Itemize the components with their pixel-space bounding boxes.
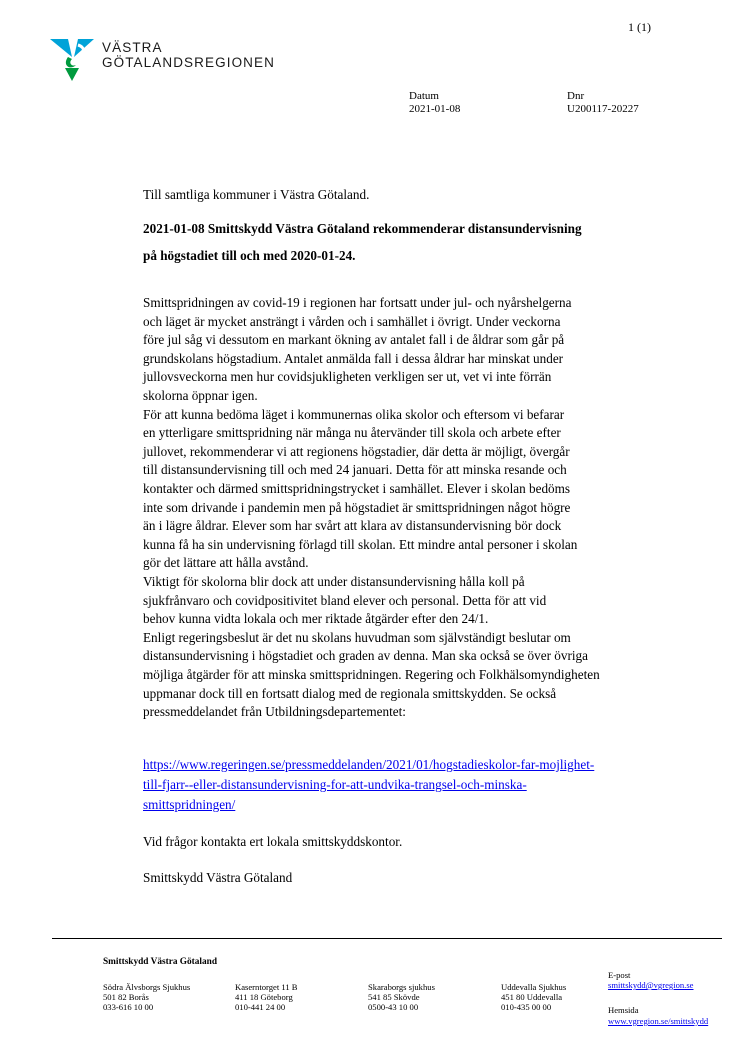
body-line: kunna få ha sin undervisning förlagd till skolan. Ett mindre antal personer i skolan <box>143 536 578 552</box>
body-line: grundskolans högstadium. Antalet anmälda fall i dessa åldrar har minskat under <box>143 350 564 366</box>
body-line: behov kunna vidta lokala och mer riktade åtgärder efter den 24/1. <box>143 611 489 627</box>
logo-name-line1: VÄSTRA <box>102 40 163 55</box>
body-line: Smittspridningen av covid-19 i regionen har fortsatt under jul- och nyårshelgerna <box>143 295 572 310</box>
office-phone: 033-616 10 00 <box>103 1002 154 1012</box>
office-phone: 0500-43 10 00 <box>368 1002 419 1012</box>
footer-office-uddevalla <box>501 982 566 1012</box>
letter-title-line-1: 2021-01-08 Smittskydd Västra Götaland rekommenderar distansundervisning <box>143 221 582 236</box>
office-address: 501 82 Borås <box>103 992 149 1002</box>
footer-office-goteborg <box>235 982 298 1012</box>
office-name: Uddevalla Sjukhus <box>501 982 567 992</box>
body-line: Enligt regeringsbeslut är det nu skolans huvudman som självständigt beslutar om <box>143 629 571 645</box>
page-number: 1 (1) <box>628 20 651 34</box>
body-line: pressmeddelandet från Utbildningsdepartementet: <box>143 704 406 720</box>
date-label: Datum <box>409 90 439 102</box>
office-name: Skaraborgs sjukhus <box>368 982 435 992</box>
body-line: gör det lättare att hålla avstånd. <box>143 555 309 571</box>
body-line: kontakter och därmed smittspridningstrycket i samhället. Elever i skolan bedöms <box>143 481 571 496</box>
body-line: jullovsveckorna men hur covidsjukligheten verkligen ser ut, vet vi inte förrän <box>143 369 552 385</box>
body-line: distansundervisning i högstadiet och graden av denna. Man ska också se över övriga <box>143 648 588 664</box>
logo-name-line2: GÖTALANDSREGIONEN <box>102 55 275 70</box>
footer-email-link[interactable]: smittskydd@vgregion.se <box>608 980 694 990</box>
signature: Smittskydd Västra Götaland <box>143 870 293 885</box>
vgr-logo-icon <box>48 35 96 83</box>
footer-web-label: Hemsida <box>608 1005 639 1015</box>
body-line: uppmanar dock till en fortsatt dialog med de regionala smittskydden. Se också <box>143 685 557 701</box>
footer-email-label: E-post <box>608 970 631 980</box>
office-phone: 010-441 24 00 <box>235 1002 286 1012</box>
body-line: jullovet, rekommenderar vi att regionens högstadier, där detta är möjligt, övergår <box>143 443 570 459</box>
body-line: Viktigt för skolorna blir dock att under distansundervisning hålla koll på <box>143 574 525 589</box>
body-line: inte som drivande i pandemin men på högstadiet är smittspridningen något högre <box>143 499 571 515</box>
body-line: en ytterligare smittspridning när många nu återvänder till skola och arbete efter <box>143 425 561 441</box>
press-release-link-line-1[interactable]: https://www.regeringen.se/pressmeddelanden/2021/01/hogstadieskolor-far-mojlighet- <box>143 757 595 772</box>
office-phone: 010-435 00 00 <box>501 1002 552 1012</box>
office-address: 411 18 Göteborg <box>235 992 293 1002</box>
body-line: än i lägre åldrar. Elever som har svårt att klara av distansundervisning bör dock <box>143 518 562 534</box>
recipient-line: Till samtliga kommuner i Västra Götaland. <box>143 187 370 202</box>
body-line: till distansundervisning till och med 24 januari. Detta för att minska resande och <box>143 462 567 478</box>
dnr-value: U200117-20227 <box>567 103 639 115</box>
footer-org: Smittskydd Västra Götaland <box>103 957 217 967</box>
body-line: För att kunna bedöma läget i kommunernas olika skolor och eftersom vi befarar <box>143 406 565 422</box>
office-address: 451 80 Uddevalla <box>501 992 563 1002</box>
dnr-label: Dnr <box>567 90 585 102</box>
footer-office-skovde <box>368 982 435 1012</box>
body-line: och läget är mycket ansträngt i vården och i samhället i övrigt. Under veckorna <box>143 313 561 329</box>
body-line: möjliga åtgärder för att minska smittspridningen. Regering och Folkhälsomyndigheten <box>143 667 600 682</box>
footer-office-boras <box>103 982 190 1012</box>
press-release-link-line-2[interactable]: till-fjarr--eller-distansundervisning-for-att-undvika-trangsel-och-minska- <box>143 777 527 792</box>
press-release-link-line-3[interactable]: smittspridningen/ <box>143 797 236 812</box>
contact-line: Vid frågor kontakta ert lokala smittskyddskontor. <box>143 834 403 849</box>
body-line: sjukfrånvaro och covidpositivitet bland elever och personal. Detta för att vid <box>143 592 547 608</box>
office-name: Kaserntorget 11 B <box>235 982 298 992</box>
date-value: 2021-01-08 <box>409 103 461 115</box>
footer-web-link[interactable]: www.vgregion.se/smittskydd <box>608 1016 709 1026</box>
footer-divider <box>52 938 722 939</box>
letter-title-line-2: på högstadiet till och med 2020-01-24. <box>143 248 356 263</box>
body-line: före jul såg vi dessutom en markant ökning av antalet fall i de åldrar som går på <box>143 332 565 348</box>
body-line: skolorna öppnar igen. <box>143 388 258 403</box>
office-name: Södra Älvsborgs Sjukhus <box>103 982 191 992</box>
office-address: 541 85 Skövde <box>368 992 420 1002</box>
